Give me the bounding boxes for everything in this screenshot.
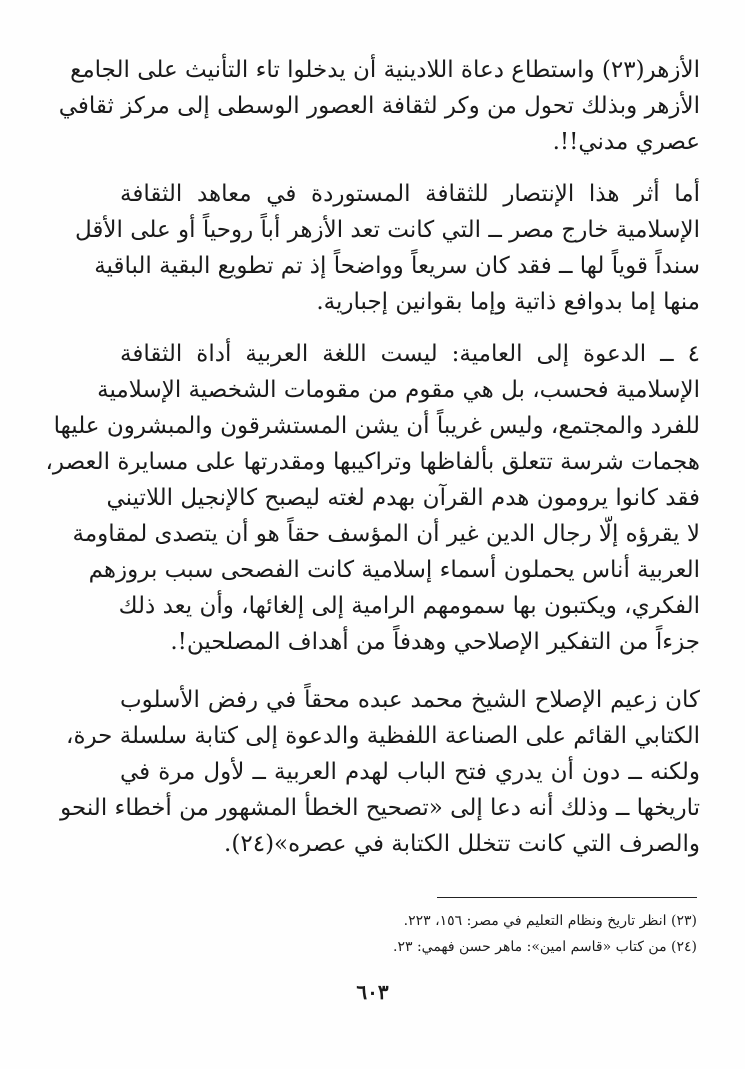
text-line: الإسلامية فحسب، بل هي مقوم من مقومات الشخصية الإسلامية (97, 377, 700, 403)
text-line: فقد كانوا يرومون هدم القرآن بهدم لغته ليصبح كالإنجيل اللاتيني (106, 485, 700, 511)
text-line: كان زعيم الإصلاح الشيخ محمد عبده محقاً في رفض الأسلوب (120, 687, 700, 713)
text-line: منها إما بدوافع ذاتية وإما بقوانين إجبارية. (316, 289, 700, 315)
paragraph-2 (75, 176, 700, 320)
footnote-23: (٢٣) انظر تاريخ ونظام التعليم في مصر: ١٥٦، ٢٢٣. (403, 913, 697, 929)
text-line: لا يقرؤه إلّا رجال الدين غير أن المؤسف حقاً هو أن يتصدى لمقاومة (72, 521, 700, 547)
paragraph-3 (45, 336, 700, 660)
footnote-24: (٢٤) من كتاب «قاسم امين»: ماهر حسن فهمي: ٢٣. (393, 939, 697, 955)
text-line: أما أثر هذا الإنتصار للثقافة المستوردة في معاهد الثقافة (120, 181, 700, 207)
paragraph-4 (60, 682, 700, 862)
text-line: ولكنه ــ دون أن يدري فتح الباب لهدم العربية ــ لأول مرة في (120, 759, 700, 785)
text-line: سنداً قوياً لها ــ فقد كان سريعاً وواضحاً إذ تم تطويع البقية الباقية (94, 253, 700, 279)
text-line: ٤ ــ الدعوة إلى العامية: ليست اللغة العربية أداة الثقافة (120, 341, 700, 367)
text-line: الإسلامية خارج مصر ــ التي كانت تعد الأزهر أباً روحياً أو على الأقل (75, 217, 700, 243)
footnote-separator (437, 897, 697, 898)
text-line: للفرد والمجتمع، وليس غريباً أن يشن المستشرقون والمبشرون عليها (53, 413, 700, 439)
text-line: جزءاً من التفكير الإصلاحي وهدفاً من أهداف المصلحين!. (170, 629, 700, 655)
text-line: تاريخها ــ وذلك أنه دعا إلى «تصحيح الخطأ المشهور من أخطاء النحو (60, 795, 700, 821)
text-line: عصري مدني!!. (552, 129, 700, 155)
text-line: الأزهر وبذلك تحول من وكر لثقافة العصور الوسطى إلى مركز ثقافي (58, 93, 700, 119)
text-line: الفكري، ويكتبون بها سمومهم الرامية إلى إلغائها، وأن يعد ذلك (118, 593, 700, 619)
paragraph-spacer (120, 160, 700, 176)
paragraph-spacer (120, 660, 700, 682)
paragraph-spacer (120, 320, 700, 336)
paragraph-1 (58, 52, 700, 160)
text-line: والصرف التي كانت تتخلل الكتابة في عصره»(٢٤). (224, 831, 700, 857)
footnotes (137, 908, 697, 960)
text-line: الأزهر(٢٣) واستطاع دعاة اللادينية أن يدخلوا تاء التأنيث على الجامع (70, 57, 700, 83)
text-line: هجمات شرسة تتعلق بألفاظها وتراكيبها ومقدرتها على مسايرة العصر، (45, 449, 700, 475)
body-text (45, 52, 700, 862)
page-number: ٦٠٣ (356, 980, 389, 1004)
text-line: الكتابي القائم على الصناعة اللفظية والدعوة إلى كتابة سلسلة حرة، (66, 723, 700, 749)
text-line: العربية أناس يحملون أسماء إسلامية كانت الفصحى سبب بروزهم (88, 557, 700, 583)
